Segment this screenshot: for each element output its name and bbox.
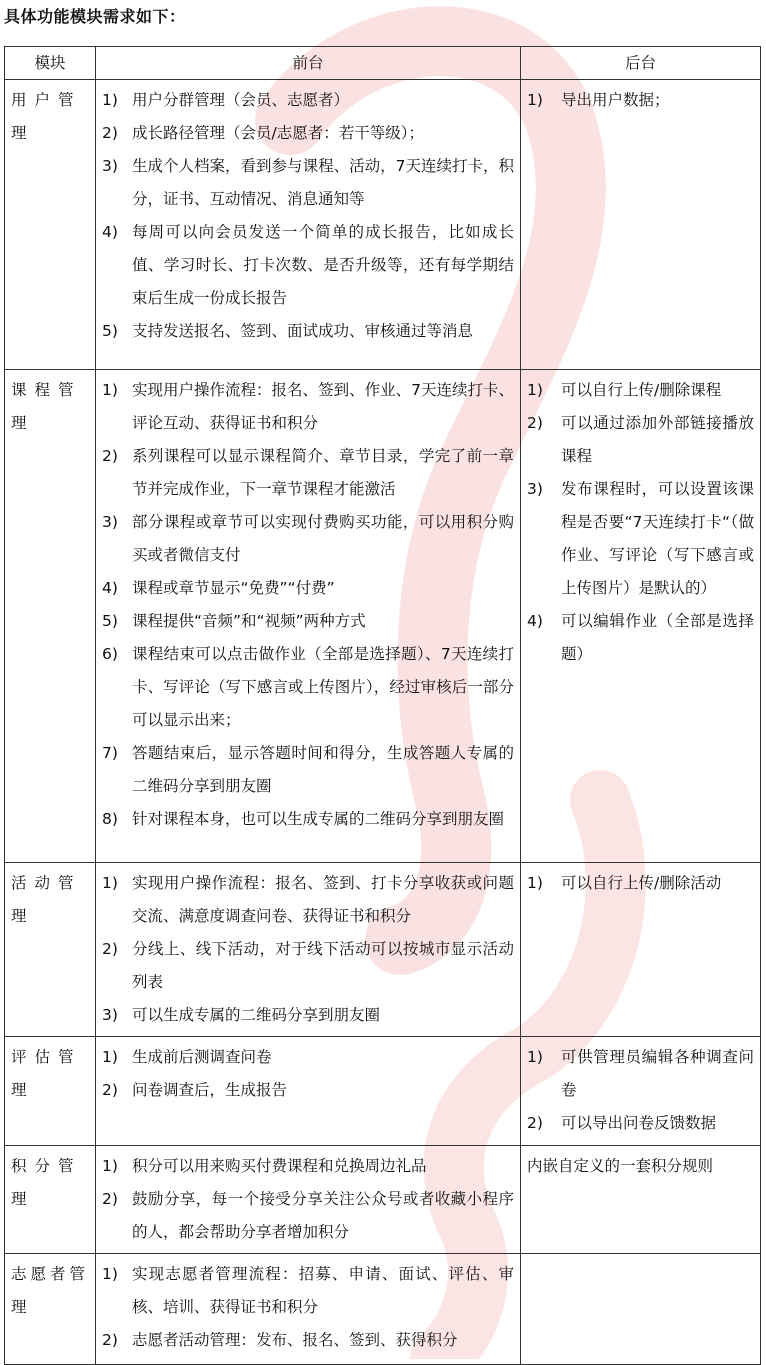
list-item: 1) 可供管理员编辑各种调查问卷 [527, 1048, 754, 1099]
table-header-row [5, 47, 761, 80]
list-item: 2) 问卷调查后，生成报告 [102, 1081, 288, 1099]
list-item: 1) 可以自行上传/删除课程 [527, 381, 722, 399]
frontend-cell [96, 863, 521, 1037]
list-item: 6) 课程结束可以点击做作业（全部是选择题）、7天连续打卡、写评论（写下感言或上传图片），经过审核后一部分可以显示出来； [102, 645, 514, 729]
list-item: 4) 可以编辑作业（全部是选择题） [527, 612, 754, 663]
backend-cell [521, 863, 761, 1037]
list-item: 4) 课程或章节显示“免费”“付费” [102, 579, 335, 597]
header-frontend: 前台 [96, 47, 521, 80]
list-item: 8) 针对课程本身，也可以生成专属的二维码分享到朋友圈 [102, 810, 505, 828]
list-item: 1) 实现用户操作流程：报名、签到、打卡分享收获或问题交流、满意度调查问卷、获得证书和积分 [102, 874, 514, 925]
frontend-cell [96, 1037, 521, 1146]
table-row [5, 370, 761, 863]
module-name: 活动管理 [5, 863, 96, 1037]
list-item: 1) 导出用户数据； [527, 91, 670, 109]
list-item: 5) 课程提供“音频”和“视频”两种方式 [102, 612, 366, 630]
list-item: 2) 可以通过添加外部链接播放课程 [527, 414, 754, 465]
table-row [5, 1037, 761, 1146]
list-item: 3) 可以生成专属的二维码分享到朋友圈 [102, 1006, 381, 1024]
list-item: 1) 生成前后测调查问卷 [102, 1048, 272, 1066]
module-name: 积分管理 [5, 1146, 96, 1254]
module-name: 用户管理 [5, 80, 96, 370]
frontend-cell [96, 370, 521, 863]
backend-cell [521, 1254, 761, 1365]
list-item: 2) 成长路径管理（会员/志愿者：若干等级）； [102, 124, 424, 142]
list-item: 1) 积分可以用来购买付费课程和兑换周边礼品 [102, 1157, 427, 1175]
header-module: 模块 [5, 47, 96, 80]
frontend-cell [96, 80, 521, 370]
list-item: 1) 可以自行上传/删除活动 [527, 874, 722, 892]
page-heading: 具体功能模块需求如下： [4, 7, 186, 26]
list-item: 2) 分线上、线下活动，对于线下活动可以按城市显示活动列表 [102, 940, 514, 991]
list-item: 2) 可以导出问卷反馈数据 [527, 1114, 717, 1132]
backend-cell [521, 1037, 761, 1146]
list-item: 5) 支持发送报名、签到、面试成功、审核通过等消息 [102, 322, 474, 340]
backend-cell: 内嵌自定义的一套积分规则 [521, 1146, 761, 1254]
table-row [5, 1146, 761, 1254]
list-item: 2) 鼓励分享，每一个接受分享关注公众号或者收藏小程序的人，都会帮助分享者增加积分 [102, 1190, 514, 1241]
backend-cell [521, 370, 761, 863]
table-row [5, 863, 761, 1037]
table-row [5, 80, 761, 370]
module-name: 志愿者管理 [5, 1254, 96, 1365]
list-item: 3) 部分课程或章节可以实现付费购买功能，可以用积分购买或者微信支付 [102, 513, 514, 564]
list-item: 3) 发布课程时，可以设置该课程是否要“7天连续打卡“（做作业、写评论（写下感言或上传图片）是默认的） [527, 480, 754, 597]
header-backend: 后台 [521, 47, 761, 80]
list-item: 4) 每周可以向会员发送一个简单的成长报告，比如成长值、学习时长、打卡次数、是否升级等，还有每学期结束后生成一份成长报告 [102, 223, 514, 307]
list-item: 2) 志愿者活动管理：发布、报名、签到、获得积分 [102, 1331, 458, 1349]
table-row [5, 1254, 761, 1365]
list-item: 2) 系列课程可以显示课程简介、章节目录，学完了前一章节并完成作业，下一章节课程才能激活 [102, 447, 514, 498]
list-item: 1) 实现志愿者管理流程：招募、申请、面试、评估、审核、培训、获得证书和积分 [102, 1265, 514, 1316]
list-item: 7) 答题结束后，显示答题时间和得分，生成答题人专属的二维码分享到朋友圈 [102, 744, 514, 795]
frontend-cell [96, 1254, 521, 1365]
module-name: 课程管理 [5, 370, 96, 863]
requirements-table [4, 46, 761, 1365]
list-item: 1) 实现用户操作流程：报名、签到、作业、7天连续打卡、评论互动、获得证书和积分 [102, 381, 514, 432]
module-name: 评估管理 [5, 1037, 96, 1146]
list-item: 1) 用户分群管理（会员、志愿者） [102, 91, 350, 109]
list-item: 3) 生成个人档案，看到参与课程、活动，7天连续打卡，积分，证书、互动情况、消息通知等 [102, 157, 514, 208]
backend-cell [521, 80, 761, 370]
frontend-cell [96, 1146, 521, 1254]
